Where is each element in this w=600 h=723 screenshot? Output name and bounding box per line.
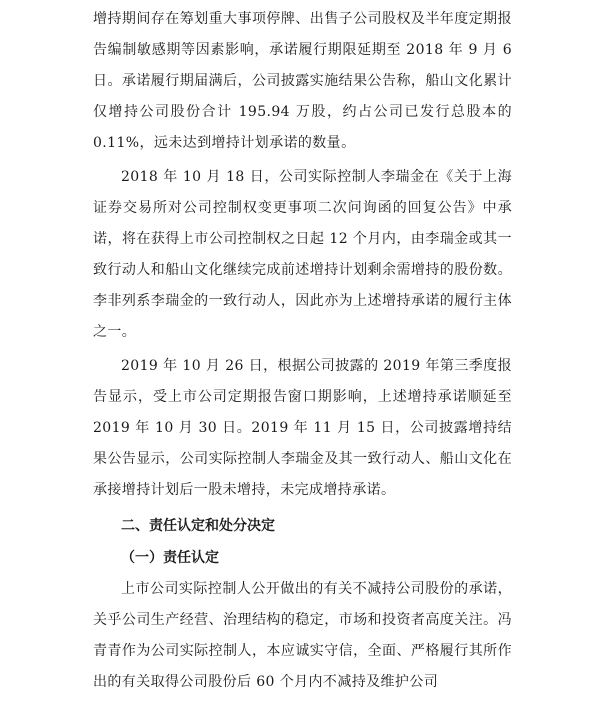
paragraph-commitment-result: 2019 年 10 月 26 日，根据公司披露的 2019 年第三季度报告显示，受上市公司定期报告窗口期影响，上述增持承诺顺延至 2019 年 10 月 30 日。2019 年 11 月 15 日，公司披露增持结果公告显示，公司实际控制人李瑞金及其一致行动人、船山文化在承接增持计划后一股未增持，未完成增持承诺。 xyxy=(93,358,512,498)
subsection-heading-determination: （一）责任认定 xyxy=(121,550,219,566)
paragraph-determination-text: 上市公司实际控制人公开做出的有关不减持公司股份的承诺，关乎公司生产经营、治理结构的稳定，市场和投资者高度关注。冯青青作为公司实际控制人，本应诚实守信，全面、严格履行其所作出的有关取得公司股份后 60 个月内不减持及维护公司 xyxy=(93,581,512,690)
section-heading-responsibility: 二、责任认定和处分决定 xyxy=(121,518,275,534)
paragraph-shareholding-delay: 增持期间存在筹划重大事项停牌、出售子公司股权及半年度定期报告编制敏感期等因素影响，承诺履行期限延期至 2018 年 9 月 6 日。承诺履行期届满后，公司披露实施结果公告称，船山文化累计仅增持公司股份合计 195.94 万股，约占公司已发行总股本的 0.11%，远未达到增持计划承诺的数量。 xyxy=(93,11,512,151)
paragraph-controller-commitment: 2018 年 10 月 18 日，公司实际控制人李瑞金在《关于上海证券交易所对公司控制权变更事项二次问询函的回复公告》中承诺，将在获得上市公司控制权之日起 12 个月内，由李瑞金或其一致行动人和船山文化继续完成前述增持计划剩余需增持的股份数。李非列系李瑞金的一致行动人，因此亦为上述增持承诺的履行主体之一。 xyxy=(93,169,512,340)
